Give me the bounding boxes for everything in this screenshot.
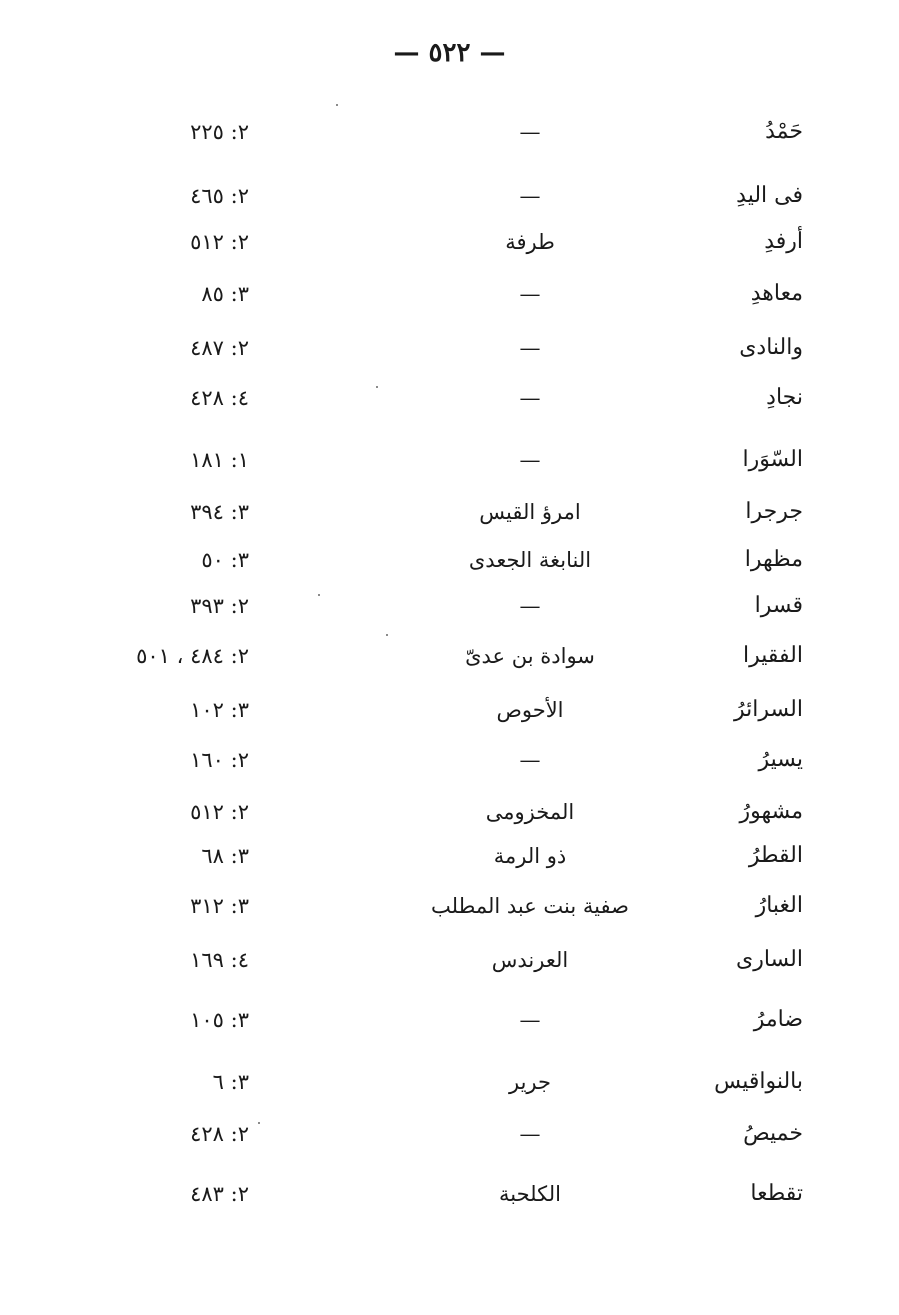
poet-name: —: [519, 184, 541, 208]
poet-name: —: [519, 120, 541, 144]
rhyme-word: تقطعا: [750, 1181, 803, 1206]
poet-name: امرؤ القيس: [479, 500, 581, 524]
list-item: [0, 176, 899, 216]
print-speck: [386, 634, 388, 636]
volume-page-ref: ٣: ٦: [212, 1070, 249, 1094]
volume-page-ref: ٣: ٦٨: [201, 844, 249, 868]
poet-name: ذو الرمة: [493, 844, 567, 868]
volume-page-ref: ٢: ٥١٢: [190, 800, 249, 824]
rhyme-word: السّوَرا: [742, 447, 803, 472]
volume-page-ref: ٤: ١٦٩: [190, 948, 249, 972]
list-item: [0, 1174, 899, 1214]
volume-page-ref: ٣: ٥٠: [201, 548, 249, 572]
print-speck: [258, 1122, 260, 1124]
volume-page-ref: ٢: ٢٢٥: [190, 120, 249, 144]
list-item: [0, 792, 899, 832]
volume-page-ref: ٣: ٨٥: [201, 282, 249, 306]
volume-page-ref: ٢: ٤٨٧: [190, 336, 249, 360]
print-speck: [336, 104, 338, 106]
poet-name: المخزومى: [485, 800, 575, 824]
volume-page-ref: ٢: ١٦٠: [190, 748, 249, 772]
poet-name: —: [519, 336, 541, 360]
rhyme-word: خميصُ: [743, 1121, 803, 1146]
list-item: [0, 222, 899, 262]
volume-page-ref: ٣: ١٠٥: [190, 1008, 249, 1032]
list-item: [0, 586, 899, 626]
list-item: [0, 1062, 899, 1102]
volume-page-ref: ٣: ١٠٢: [190, 698, 249, 722]
poet-name: الكلحبة: [499, 1182, 561, 1206]
volume-page-ref: ٣: ٣٩٤: [190, 500, 249, 524]
list-item: [0, 636, 899, 676]
list-item: [0, 378, 899, 418]
poet-name: النابغة الجعدى: [468, 548, 592, 572]
rhyme-word: ضامرُ: [753, 1007, 803, 1032]
poet-name: —: [519, 748, 541, 772]
poet-name: الأحوص: [496, 698, 564, 722]
list-item: [0, 1114, 899, 1154]
poet-name: صفية بنت عبد المطلب: [431, 894, 629, 918]
list-item: [0, 112, 899, 152]
rhyme-word: السرائرُ: [734, 697, 803, 722]
list-item: [0, 440, 899, 480]
poet-name: —: [519, 594, 541, 618]
poet-name: طرفة: [505, 230, 555, 254]
list-item: [0, 274, 899, 314]
poet-name: جرير: [509, 1070, 551, 1094]
poet-name: —: [519, 386, 541, 410]
list-item: [0, 940, 899, 980]
volume-page-ref: ٣: ٣١٢: [190, 894, 249, 918]
volume-page-ref: ٢: ٥١٢: [190, 230, 249, 254]
poet-name: —: [519, 448, 541, 472]
print-speck: [376, 386, 378, 388]
list-item: [0, 328, 899, 368]
volume-page-ref: ٢: ٤٨٤ ، ٥٠١: [136, 644, 249, 668]
volume-page-ref: ١: ١٨١: [190, 448, 249, 472]
page-number: — ٥٢٢ —: [393, 38, 506, 68]
rhyme-word: نجادِ: [766, 385, 803, 410]
rhyme-word: يسيرُ: [758, 747, 803, 772]
rhyme-word: القطرُ: [748, 843, 803, 868]
list-item: [0, 540, 899, 580]
rhyme-word: حَمْدُ: [765, 119, 803, 144]
list-item: [0, 740, 899, 780]
volume-page-ref: ٢: ٤٦٥: [190, 184, 249, 208]
poet-name: العرندس: [491, 948, 569, 972]
volume-page-ref: ٢: ٤٨٣: [190, 1182, 249, 1206]
rhyme-word: أرفدِ: [764, 229, 803, 254]
poet-name: —: [519, 1008, 541, 1032]
rhyme-word: جرجرا: [745, 499, 803, 524]
rhyme-word: السارى: [736, 947, 803, 972]
rhyme-word: بالنواقيس: [714, 1069, 803, 1094]
rhyme-word: معاهدِ: [750, 281, 803, 306]
list-item: [0, 836, 899, 876]
list-item: [0, 492, 899, 532]
rhyme-word: مشهورُ: [739, 799, 803, 824]
poet-name: سوادة بن عدىّ: [465, 644, 595, 668]
poet-name: —: [519, 1122, 541, 1146]
volume-page-ref: ٢: ٤٢٨: [190, 1122, 249, 1146]
poet-name: —: [519, 282, 541, 306]
list-item: [0, 690, 899, 730]
volume-page-ref: ٤: ٤٢٨: [190, 386, 249, 410]
list-item: [0, 1000, 899, 1040]
rhyme-word: مظهرا: [744, 547, 803, 572]
rhyme-word: والنادى: [739, 335, 803, 360]
rhyme-word: قسرا: [754, 593, 803, 618]
list-item: [0, 886, 899, 926]
rhyme-word: الغبارُ: [755, 893, 803, 918]
rhyme-word: فى اليدِ: [736, 183, 803, 208]
print-speck: [318, 594, 320, 596]
rhyme-word: الفقيرا: [743, 643, 803, 668]
volume-page-ref: ٢: ٣٩٣: [190, 594, 249, 618]
